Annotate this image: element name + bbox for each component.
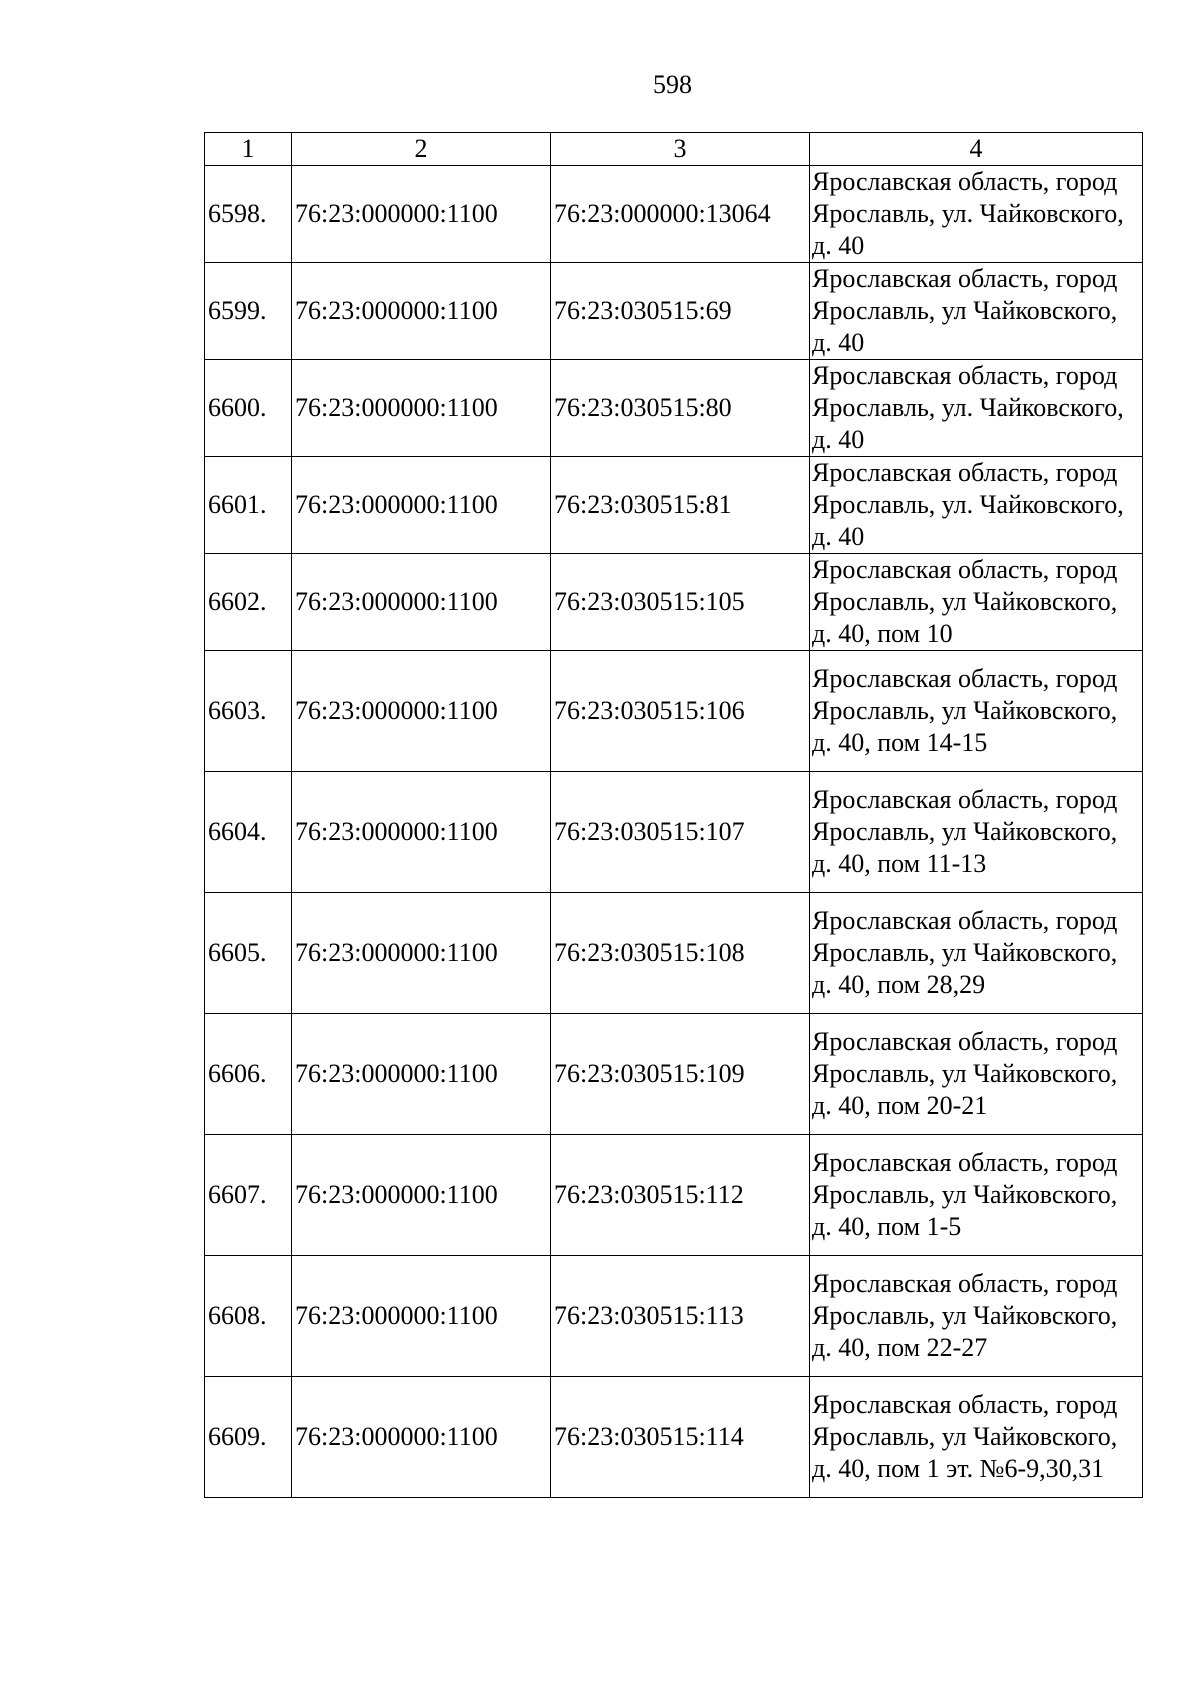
table-row bbox=[205, 1256, 1143, 1377]
object-cadastral-number: 76:23:030515:109 bbox=[551, 1014, 810, 1135]
object-cadastral-number: 76:23:030515:69 bbox=[551, 263, 810, 360]
address: Ярославская область, город Ярославль, ул Чайковского, д. 40, пом 20-21 bbox=[810, 1014, 1143, 1135]
row-number: 6599. bbox=[205, 263, 292, 360]
address: Ярославская область, город Ярославль, ул Чайковского, д. 40, пом 14-15 bbox=[810, 651, 1143, 772]
column-header-1: 1 bbox=[205, 133, 292, 166]
address: Ярославская область, город Ярославль, ул. Чайковского, д. 40 bbox=[810, 457, 1143, 554]
table-row bbox=[205, 360, 1143, 457]
parent-cadastral-number: 76:23:000000:1100 bbox=[292, 651, 551, 772]
address: Ярославская область, город Ярославль, ул Чайковского, д. 40, пом 11-13 bbox=[810, 772, 1143, 893]
column-header-2: 2 bbox=[292, 133, 551, 166]
parent-cadastral-number: 76:23:000000:1100 bbox=[292, 1135, 551, 1256]
table-body bbox=[205, 166, 1143, 1498]
object-cadastral-number: 76:23:000000:13064 bbox=[551, 166, 810, 263]
table-row bbox=[205, 1135, 1143, 1256]
address: Ярославская область, город Ярославль, ул. Чайковского, д. 40 bbox=[810, 166, 1143, 263]
table-row bbox=[205, 457, 1143, 554]
object-cadastral-number: 76:23:030515:81 bbox=[551, 457, 810, 554]
object-cadastral-number: 76:23:030515:114 bbox=[551, 1377, 810, 1498]
table-row bbox=[205, 651, 1143, 772]
row-number: 6602. bbox=[205, 554, 292, 651]
header-row bbox=[205, 133, 1143, 166]
table-row bbox=[205, 166, 1143, 263]
parent-cadastral-number: 76:23:000000:1100 bbox=[292, 772, 551, 893]
address: Ярославская область, город Ярославль, ул. Чайковского, д. 40 bbox=[810, 360, 1143, 457]
registry-table bbox=[204, 132, 1143, 1498]
object-cadastral-number: 76:23:030515:108 bbox=[551, 893, 810, 1014]
column-header-4: 4 bbox=[810, 133, 1143, 166]
parent-cadastral-number: 76:23:000000:1100 bbox=[292, 360, 551, 457]
row-number: 6607. bbox=[205, 1135, 292, 1256]
row-number: 6609. bbox=[205, 1377, 292, 1498]
object-cadastral-number: 76:23:030515:112 bbox=[551, 1135, 810, 1256]
table-row bbox=[205, 1377, 1143, 1498]
object-cadastral-number: 76:23:030515:106 bbox=[551, 651, 810, 772]
table-row bbox=[205, 554, 1143, 651]
address: Ярославская область, город Ярославль, ул Чайковского, д. 40 bbox=[810, 263, 1143, 360]
address: Ярославская область, город Ярославль, ул Чайковского, д. 40, пом 1 эт. №6-9,30,31 bbox=[810, 1377, 1143, 1498]
row-number: 6608. bbox=[205, 1256, 292, 1377]
object-cadastral-number: 76:23:030515:113 bbox=[551, 1256, 810, 1377]
object-cadastral-number: 76:23:030515:107 bbox=[551, 772, 810, 893]
parent-cadastral-number: 76:23:000000:1100 bbox=[292, 1014, 551, 1135]
parent-cadastral-number: 76:23:000000:1100 bbox=[292, 166, 551, 263]
address: Ярославская область, город Ярославль, ул Чайковского, д. 40, пом 10 bbox=[810, 554, 1143, 651]
row-number: 6605. bbox=[205, 893, 292, 1014]
parent-cadastral-number: 76:23:000000:1100 bbox=[292, 893, 551, 1014]
parent-cadastral-number: 76:23:000000:1100 bbox=[292, 263, 551, 360]
row-number: 6601. bbox=[205, 457, 292, 554]
row-number: 6600. bbox=[205, 360, 292, 457]
page-number: 598 bbox=[653, 70, 692, 99]
parent-cadastral-number: 76:23:000000:1100 bbox=[292, 457, 551, 554]
address: Ярославская область, город Ярославль, ул Чайковского, д. 40, пом 1-5 bbox=[810, 1135, 1143, 1256]
table-row bbox=[205, 1014, 1143, 1135]
object-cadastral-number: 76:23:030515:80 bbox=[551, 360, 810, 457]
column-header-3: 3 bbox=[551, 133, 810, 166]
table-row bbox=[205, 263, 1143, 360]
table-row bbox=[205, 893, 1143, 1014]
row-number: 6603. bbox=[205, 651, 292, 772]
parent-cadastral-number: 76:23:000000:1100 bbox=[292, 554, 551, 651]
parent-cadastral-number: 76:23:000000:1100 bbox=[292, 1377, 551, 1498]
address: Ярославская область, город Ярославль, ул Чайковского, д. 40, пом 22-27 bbox=[810, 1256, 1143, 1377]
row-number: 6604. bbox=[205, 772, 292, 893]
parent-cadastral-number: 76:23:000000:1100 bbox=[292, 1256, 551, 1377]
address: Ярославская область, город Ярославль, ул Чайковского, д. 40, пом 28,29 bbox=[810, 893, 1143, 1014]
table-header bbox=[205, 133, 1143, 166]
row-number: 6598. bbox=[205, 166, 292, 263]
table-row bbox=[205, 772, 1143, 893]
row-number: 6606. bbox=[205, 1014, 292, 1135]
object-cadastral-number: 76:23:030515:105 bbox=[551, 554, 810, 651]
